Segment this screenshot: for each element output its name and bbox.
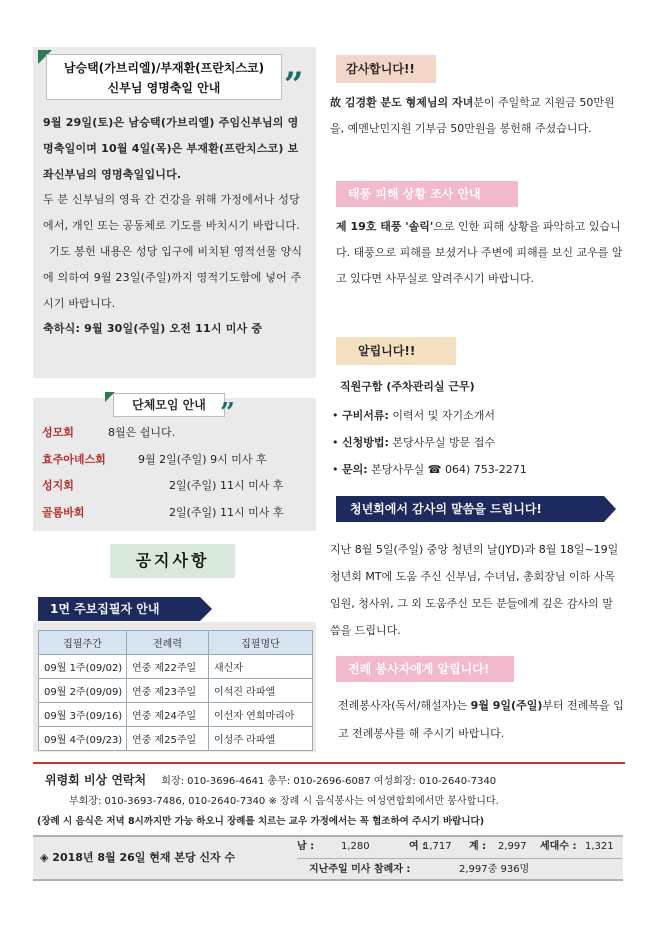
total-label: 계 : (469, 841, 487, 852)
detail-value: 본당사무실 방문 접수 (388, 436, 496, 449)
feast-celebration: 축하식: 9월 30일(주일) 오전 11시 미사 중 (43, 322, 263, 336)
feast-notice-body (43, 110, 309, 342)
group-row (42, 476, 312, 496)
feast-paragraph-prayer: 두 분 신부님의 영육 간 건강을 위해 가정에서나 성당에서, 개인 또는 공동체로 기도를 바치시기 바랍니다. (43, 193, 300, 233)
emergency-title: 위령회 비상 연락처 (45, 773, 147, 787)
detail-value: 본당사무실 ☎ 064) 753-2271 (367, 463, 527, 476)
emergency-funeral-note: (장례 시 음식은 저녁 8시까지만 가능 하오니 장례를 치르는 교우 가정에서는 꼭 협조하여 주시기 바랍니다) (37, 816, 485, 827)
group-name: 성모회 (42, 426, 74, 439)
table-cell: 09월 3주(09/16) (39, 703, 127, 727)
households-count: 1,321 (585, 841, 614, 852)
thanks-donor-name: 故 김경환 분도 형제님의 자녀 (330, 96, 474, 109)
emergency-line1 (45, 770, 620, 792)
column-header: 집필명단 (209, 631, 313, 655)
male-count: 1,280 (341, 841, 370, 852)
table-cell: 새신자 (209, 655, 313, 679)
writers-section-title: 1면 주보집필자 안내 (38, 597, 200, 621)
writers-table (38, 630, 313, 751)
table-row (39, 727, 313, 751)
youth-thanks-title: 청년회에서 감사의 말씀을 드립니다! (336, 496, 604, 522)
group-schedule: 9월 2일(주일) 9시 미사 후 (138, 453, 267, 466)
emergency-contact-leaders: 회장: 010-3696-4641 총무: 010-2696-6087 여성회장: 010-2640-7340 (161, 776, 497, 787)
group-schedule: 8월은 쉽니다. (108, 426, 176, 439)
mass-attendance (297, 858, 622, 880)
altar-text-end: 부터 전례복을 입고 전례봉사를 해 주시기 바랍니다. (338, 699, 624, 740)
column-header: 전례력 (127, 631, 209, 655)
table-cell: 연중 제23주일 (127, 679, 209, 703)
group-schedule: 2일(주일) 11시 미사 후 (169, 479, 284, 492)
altar-text-start: 전례봉사자(독서/해설자)는 (338, 699, 471, 712)
group-name: 효주아녜스회 (42, 453, 106, 466)
emergency-contacts (37, 770, 620, 832)
list-item: • 문의: 본당사무실 ☎ 064) 753-2271 (332, 463, 527, 476)
male-label: 남 : (297, 841, 315, 852)
feast-title-line1: 남승택(가브리엘)/부재환(프란치스코) (63, 61, 265, 75)
table-cell: 09월 4주(09/23) (39, 727, 127, 751)
female-count: 1,717 (423, 841, 452, 852)
altar-servers-title: 전례 봉사자에게 알립니다! (336, 656, 514, 682)
census-label: ◈ 2018년 8월 26일 현재 본당 신자 수 (40, 851, 236, 864)
divider-line (33, 762, 625, 764)
thanks-text: 분이 주일학교 지원금 50만원을, 예멘난민지원 기부금 50만원을 봉헌해 주셨습니다. (330, 96, 615, 135)
typhoon-text: 으로 인한 피해 상황을 파악하고 있습니다. 태풍으로 피해를 보셨거나 주변에 피해를 보신 교우를 알고 있다면 사무실로 알려주시기 바랍니다. (336, 220, 623, 285)
female-label: 여 : (409, 841, 427, 852)
altar-date: 9월 9일(주일) (470, 699, 543, 712)
altar-servers-body (338, 692, 630, 748)
table-cell: 이성주 라파엘 (209, 727, 313, 751)
list-item: • 신청방법: 본당사무실 방문 접수 (332, 436, 496, 449)
households-label: 세대수 : (540, 841, 577, 852)
youth-thanks-body: 지난 8월 5일(주일) 중앙 청년의 날(JYD)과 8월 18일~19일 청년회 MT에 도움 주신 신부님, 수녀님, 총회장님 이하 사목임원, 청사위, 그 외 도움주신 모든 분들에게 깊은 감사의 말씀을 드립니다. (330, 543, 619, 637)
detail-value: 이력서 및 자기소개서 (388, 409, 496, 422)
group-schedule: 2일(주일) 11시 미사 후 (169, 506, 284, 519)
emergency-contact-vice: 부회장: 010-3693-7486, 010-2640-7340 ※ 장례 시 음식봉사는 여성연합회에서만 봉사합니다. (69, 796, 499, 807)
quote-mark-icon: ” (284, 65, 304, 105)
column-header: 집필주간 (39, 631, 127, 655)
group-meetings-title: 단체모임 안내 (113, 393, 225, 417)
table-row (39, 703, 313, 727)
group-row (42, 423, 312, 443)
quote-mark-icon: ” (220, 398, 235, 428)
table-header-row (39, 631, 313, 655)
group-name: 골롬바회 (42, 506, 85, 519)
feast-notice-title (46, 54, 282, 100)
attendance-count: 2,997중 936명 (459, 864, 530, 875)
thanks-title: 감사합니다!! (336, 55, 436, 83)
table-row (39, 655, 313, 679)
table-cell: 이선자 연희마리아 (209, 703, 313, 727)
table-cell: 09월 1주(09/02) (39, 655, 127, 679)
group-row (42, 503, 312, 523)
feast-paragraph-gift: 기도 봉헌 내용은 성당 입구에 비치된 영적선물 양식에 의하여 9월 23일(주일)까지 영적기도함에 넣어 주시기 바랍니다. (43, 244, 303, 310)
attendance-label: 지난주일 미사 참례자 : (309, 864, 411, 875)
feast-paragraph-dates: 9월 29일(토)은 남승택(가브리엘) 주임신부님의 영명축일이며 10월 4일(목)은 부재환(프란치스코) 보좌신부님의 영명축일입니다. (43, 116, 299, 181)
table-cell: 이석진 라파엘 (209, 679, 313, 703)
group-row (42, 450, 312, 470)
table-cell: 연중 제25주일 (127, 727, 209, 751)
list-item: • 구비서류: 이력서 및 자기소개서 (332, 409, 496, 422)
detail-label: 문의: (342, 463, 368, 476)
table-cell: 연중 제22주일 (127, 655, 209, 679)
detail-label: 신청방법: (342, 436, 389, 449)
job-posting-title: 직원구함 (주차관리실 근무) (340, 380, 475, 393)
group-name: 성지회 (42, 479, 74, 492)
notices-heading: 공지사항 (110, 544, 235, 578)
table-cell: 연중 제24주일 (127, 703, 209, 727)
job-posting-details (332, 402, 622, 483)
typhoon-name: 제 19호 태풍 '솔릭' (336, 220, 434, 233)
total-count: 2,997 (498, 841, 527, 852)
table-cell: 09월 2주(09/09) (39, 679, 127, 703)
table-row (39, 679, 313, 703)
thanks-body (330, 90, 622, 142)
detail-label: 구비서류: (342, 409, 389, 422)
typhoon-survey-title: 태풍 피해 상황 조사 안내 (336, 181, 518, 207)
feast-title-line2: 신부님 영명축일 안내 (107, 81, 221, 95)
typhoon-body (336, 214, 628, 292)
announcement-title: 알립니다!! (336, 337, 456, 365)
census-counts (297, 836, 622, 858)
